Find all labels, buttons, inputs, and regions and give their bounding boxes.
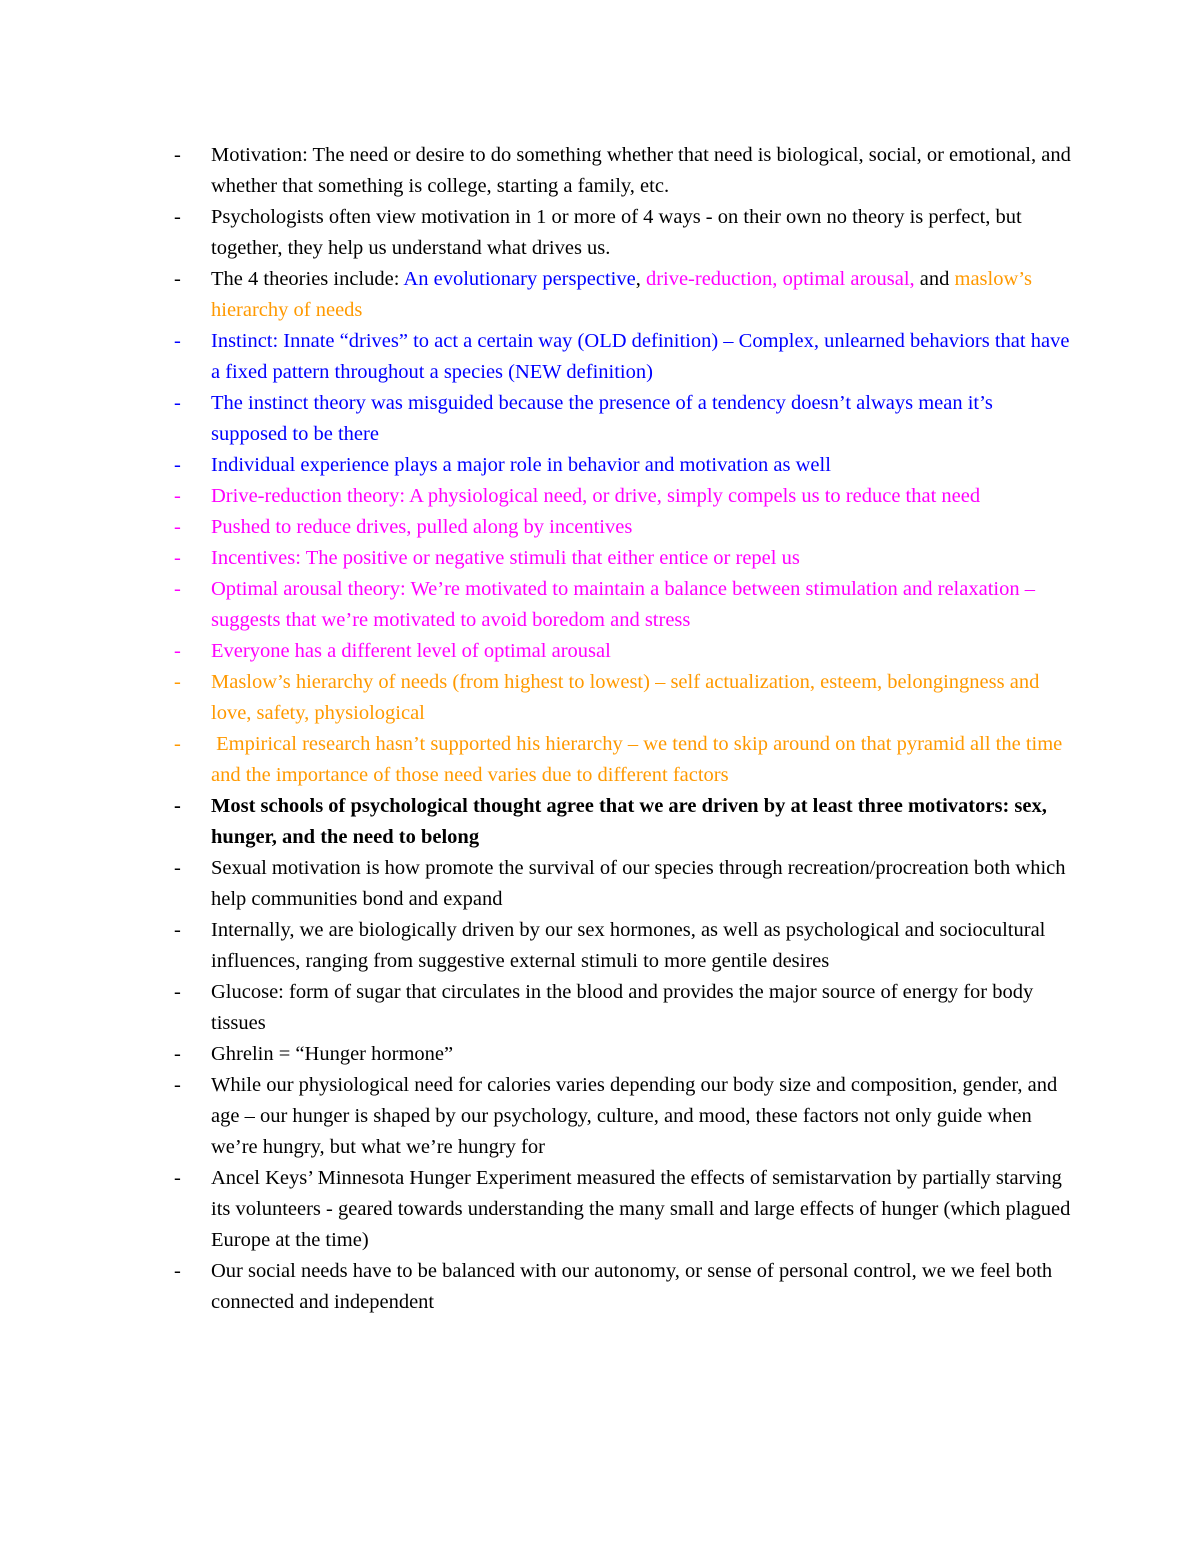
bullet-dash: - <box>174 206 181 228</box>
bullet-dash: - <box>174 1167 181 1189</box>
separator: and <box>914 268 955 290</box>
theory-maslow: maslow’s hierarchy of needs <box>211 268 1032 321</box>
separator: , <box>635 268 646 290</box>
note-text: Glucose: form of sugar that circulates in the blood and provides the major source of energy for body tissues <box>211 981 1034 1034</box>
note-text: Psychologists often view motivation in 1 or more of 4 ways - on their own no theory is perfect, but together, they help us understand what drives us. <box>211 206 1022 259</box>
note-ghrelin <box>172 1039 1072 1070</box>
bullet-dash: - <box>174 330 181 352</box>
note-text: Most schools of psychological thought agree that we are driven by at least three motivators: sex, hunger, and the need to belong <box>211 795 1047 848</box>
note-minnesota-experiment <box>172 1163 1072 1256</box>
note-text: Ghrelin = “Hunger hormone” <box>211 1043 454 1065</box>
note-text: The instinct theory was misguided because the presence of a tendency doesn’t always mean it’s supposed to be there <box>211 392 993 445</box>
note-text: Internally, we are biologically driven by our sex hormones, as well as psychological and sociocultural influences, ranging from suggestive external stimuli to more gentile desires <box>211 919 1046 972</box>
note-text: Drive-reduction theory: A physiological need, or drive, simply compels us to reduce that need <box>211 485 981 507</box>
note-text: Individual experience plays a major role in behavior and motivation as well <box>211 454 831 476</box>
note-motivation-definition <box>172 140 1072 202</box>
note-sex-hormones <box>172 915 1072 977</box>
bullet-dash: - <box>174 578 181 600</box>
bullet-dash: - <box>174 144 181 166</box>
note-instinct-definition <box>172 326 1072 388</box>
note-glucose <box>172 977 1072 1039</box>
note-three-motivators <box>172 791 1072 853</box>
note-text: Sexual motivation is how promote the survival of our species through recreation/procreation both which help communities bond and expand <box>211 857 1066 910</box>
note-pushed-pulled <box>172 512 1072 543</box>
note-text: Our social needs have to be balanced with our autonomy, or sense of personal control, we we feel both connected and independent <box>211 1260 1053 1313</box>
bullet-dash: - <box>174 516 181 538</box>
bullet-dash: - <box>174 795 181 817</box>
bullet-dash: - <box>174 485 181 507</box>
notes-list <box>172 140 1072 1318</box>
note-sexual-motivation <box>172 853 1072 915</box>
note-text: Incentives: The positive or negative stimuli that either entice or repel us <box>211 547 800 569</box>
note-optimal-arousal-levels <box>172 636 1072 667</box>
theory-evolutionary: An evolutionary perspective <box>403 268 636 290</box>
note-text: Maslow’s hierarchy of needs (from highest to lowest) – self actualization, esteem, belongingness and love, safety, physiological <box>211 671 1040 724</box>
note-empirical-research <box>172 729 1072 791</box>
note-optimal-arousal-theory <box>172 574 1072 636</box>
note-text: Ancel Keys’ Minnesota Hunger Experiment measured the effects of semistarvation by partially starving its volunteers - geared towards understanding the many small and large effects of hunger (which plagued Europe at the time) <box>211 1167 1071 1251</box>
bullet-dash: - <box>174 454 181 476</box>
bullet-dash: - <box>174 671 181 693</box>
note-four-ways <box>172 202 1072 264</box>
note-four-theories <box>172 264 1072 326</box>
note-text-prefix: The 4 theories include: <box>211 268 404 290</box>
note-individual-experience <box>172 450 1072 481</box>
bullet-dash: - <box>174 857 181 879</box>
note-incentives <box>172 543 1072 574</box>
bullet-dash: - <box>174 1074 181 1096</box>
note-text: Motivation: The need or desire to do something whether that need is biological, social, or emotional, and whether that something is college, starting a family, etc. <box>211 144 1071 197</box>
note-maslow-hierarchy <box>172 667 1072 729</box>
bullet-dash: - <box>174 1260 181 1282</box>
note-instinct-misguided <box>172 388 1072 450</box>
bullet-dash: - <box>174 547 181 569</box>
note-text: Optimal arousal theory: We’re motivated to maintain a balance between stimulation and relaxation – suggests that we’re motivated to avoid boredom and stress <box>211 578 1035 631</box>
note-text: Instinct: Innate “drives” to act a certain way (OLD definition) – Complex, unlearned behaviors that have a fixed pattern throughout a species (NEW definition) <box>211 330 1070 383</box>
bullet-dash: - <box>174 392 181 414</box>
note-drive-reduction-theory <box>172 481 1072 512</box>
bullet-dash: - <box>174 919 181 941</box>
note-text: Empirical research hasn’t supported his hierarchy – we tend to skip around on that pyramid all the time and the importance of those need varies due to different factors <box>211 733 1068 786</box>
bullet-dash: - <box>174 733 181 755</box>
bullet-dash: - <box>174 1043 181 1065</box>
note-calories-hunger <box>172 1070 1072 1163</box>
bullet-dash: - <box>174 268 181 290</box>
theory-optimal-arousal: optimal arousal, <box>782 268 915 290</box>
note-text: Pushed to reduce drives, pulled along by incentives <box>211 516 633 538</box>
note-social-needs <box>172 1256 1072 1318</box>
note-text: Everyone has a different level of optimal arousal <box>211 640 611 662</box>
bullet-dash: - <box>174 981 181 1003</box>
bullet-dash: - <box>174 640 181 662</box>
theory-drive-reduction: drive-reduction, <box>645 268 778 290</box>
note-text: While our physiological need for calories varies depending our body size and composition, gender, and age – our hunger is shaped by our psychology, culture, and mood, these factors not only guide when we’re hungry, but what we’re hungry for <box>211 1074 1058 1158</box>
